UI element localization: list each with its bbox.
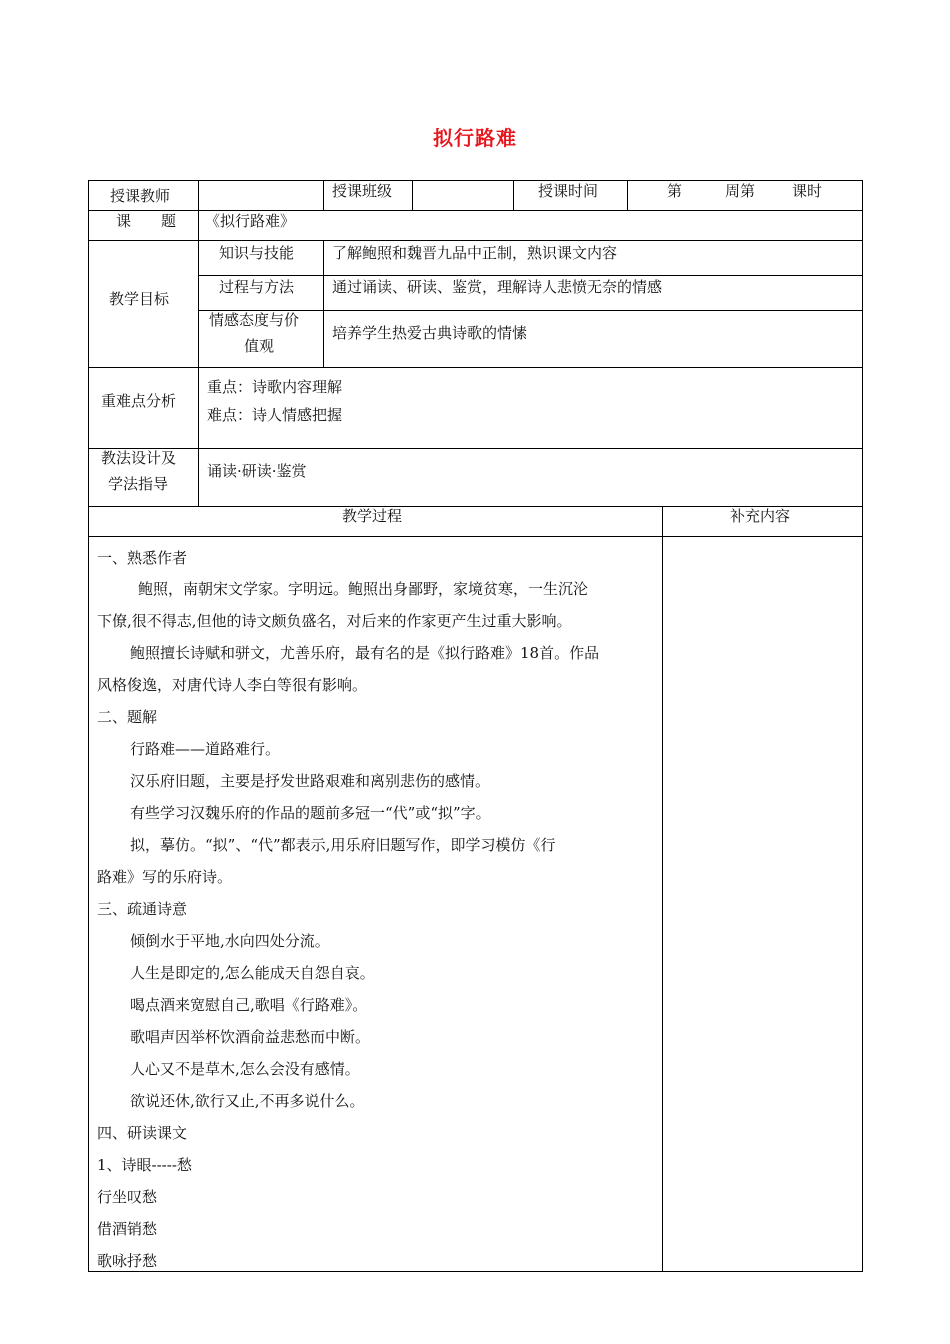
method-content-cell bbox=[198, 448, 863, 507]
section-heading: 四、研读课文 bbox=[97, 1124, 188, 1142]
teacher-label-cell bbox=[88, 180, 199, 211]
paragraph-line: 下僚,很不得志,但他的诗文颇负盛名，对后来的作家更产生过重大影响。 bbox=[97, 612, 572, 630]
goals-label: 教学目标 bbox=[109, 290, 170, 308]
goal-attitude-name-line2: 值观 bbox=[244, 337, 275, 355]
goal-process-content-cell bbox=[323, 275, 863, 311]
method-label-cell bbox=[88, 448, 199, 507]
paragraph-line: 风格俊逸，对唐代诗人李白等很有影响。 bbox=[97, 676, 368, 694]
paragraph-line: 鲍照，南朝宋文学家。字明远。鲍照出身鄙野，家境贫寒，一生沉沦 bbox=[138, 580, 589, 598]
goal-knowledge-content: 了解鲍照和魏晋九品中正制，熟识课文内容 bbox=[332, 244, 618, 262]
goal-attitude-content-cell bbox=[323, 310, 863, 368]
time-value-cell bbox=[627, 180, 863, 211]
goal-attitude-name-cell bbox=[198, 310, 324, 368]
paragraph-line: 行路难——道路难行。 bbox=[130, 740, 281, 758]
keypoints-content-cell bbox=[198, 367, 863, 449]
teacher-value-cell bbox=[198, 180, 324, 211]
supplement-body-cell bbox=[662, 536, 863, 1272]
class-label: 授课班级 bbox=[332, 182, 393, 200]
keypoints-label: 重难点分析 bbox=[101, 392, 177, 410]
process-header: 教学过程 bbox=[342, 507, 403, 525]
supplement-header: 补充内容 bbox=[730, 507, 791, 525]
paragraph-line: 鲍照擅长诗赋和骈文，尤善乐府，最有名的是《拟行路难》18首。作品 bbox=[130, 644, 600, 662]
paragraph-line: 有些学习汉魏乐府的作品的题前多冠一“代”或“拟”字。 bbox=[130, 804, 491, 822]
method-label-line2: 学法指导 bbox=[108, 475, 169, 493]
keypoints-important: 重点：诗歌内容理解 bbox=[207, 378, 343, 396]
paragraph-line: 借酒销愁 bbox=[97, 1220, 158, 1238]
goal-process-name-cell bbox=[198, 275, 324, 311]
goal-process-content: 通过诵读、研读、鉴赏，理解诗人悲愤无奈的情感 bbox=[332, 278, 663, 296]
time-label-cell bbox=[513, 180, 628, 211]
page-title: 拟行路难 bbox=[433, 126, 517, 150]
section-heading: 一、熟悉作者 bbox=[97, 549, 188, 567]
section-heading: 二、题解 bbox=[97, 708, 158, 726]
class-value-cell bbox=[412, 180, 514, 211]
section-heading: 三、疏通诗意 bbox=[97, 900, 188, 918]
paragraph-line: 汉乐府旧题，主要是抒发世路艰难和离别悲伤的感情。 bbox=[130, 772, 491, 790]
goal-attitude-name-line1: 情感态度与价 bbox=[209, 311, 300, 329]
method-label-line1: 教法设计及 bbox=[101, 449, 177, 467]
topic-label-cell bbox=[88, 210, 199, 241]
supplement-header-cell bbox=[662, 506, 863, 537]
paragraph-line: 人生是即定的,怎么能成天自怨自哀。 bbox=[130, 964, 375, 982]
paragraph-line: 路难》写的乐府诗。 bbox=[97, 868, 233, 886]
time-period-suffix: 课时 bbox=[792, 182, 823, 200]
paragraph-line: 拟，摹仿。“拟”、“代”都表示,用乐府旧题写作，即学习模仿《行 bbox=[130, 836, 556, 854]
goal-knowledge-content-cell bbox=[323, 240, 863, 276]
paragraph-line: 行坐叹愁 bbox=[97, 1188, 158, 1206]
goals-label-cell bbox=[88, 240, 199, 368]
paragraph-line: 1、诗眼-----愁 bbox=[97, 1156, 192, 1174]
paragraph-line: 歌唱声因举杯饮酒俞益悲愁而中断。 bbox=[130, 1028, 371, 1046]
goal-process-name: 过程与方法 bbox=[219, 278, 295, 296]
keypoints-label-cell bbox=[88, 367, 199, 449]
topic-value: 《拟行路难》 bbox=[205, 212, 296, 230]
time-label: 授课时间 bbox=[538, 182, 599, 200]
method-value: 诵读·研读·鉴赏 bbox=[207, 462, 307, 480]
class-label-cell bbox=[323, 180, 413, 211]
process-header-cell bbox=[88, 506, 663, 537]
time-week-prefix: 第 bbox=[667, 182, 683, 200]
process-body-cell bbox=[88, 536, 663, 1272]
keypoints-difficult: 难点：诗人情感把握 bbox=[207, 406, 343, 424]
paragraph-line: 喝点酒来宽慰自己,歌唱《行路难》。 bbox=[130, 996, 368, 1014]
paragraph-line: 倾倒水于平地,水向四处分流。 bbox=[130, 932, 330, 950]
goal-knowledge-name: 知识与技能 bbox=[219, 244, 295, 262]
topic-value-cell bbox=[198, 210, 863, 241]
teacher-label: 授课教师 bbox=[110, 187, 171, 205]
goal-attitude-content: 培养学生热爱古典诗歌的情愫 bbox=[332, 324, 528, 342]
paragraph-line: 人心又不是草木,怎么会没有感情。 bbox=[130, 1060, 360, 1078]
time-week-suffix: 周第 bbox=[725, 182, 756, 200]
paragraph-line: 欲说还休,欲行又止,不再多说什么。 bbox=[130, 1092, 365, 1110]
paragraph-line: 歌咏抒愁 bbox=[97, 1252, 158, 1270]
topic-label: 课 题 bbox=[116, 212, 177, 230]
goal-knowledge-name-cell bbox=[198, 240, 324, 276]
